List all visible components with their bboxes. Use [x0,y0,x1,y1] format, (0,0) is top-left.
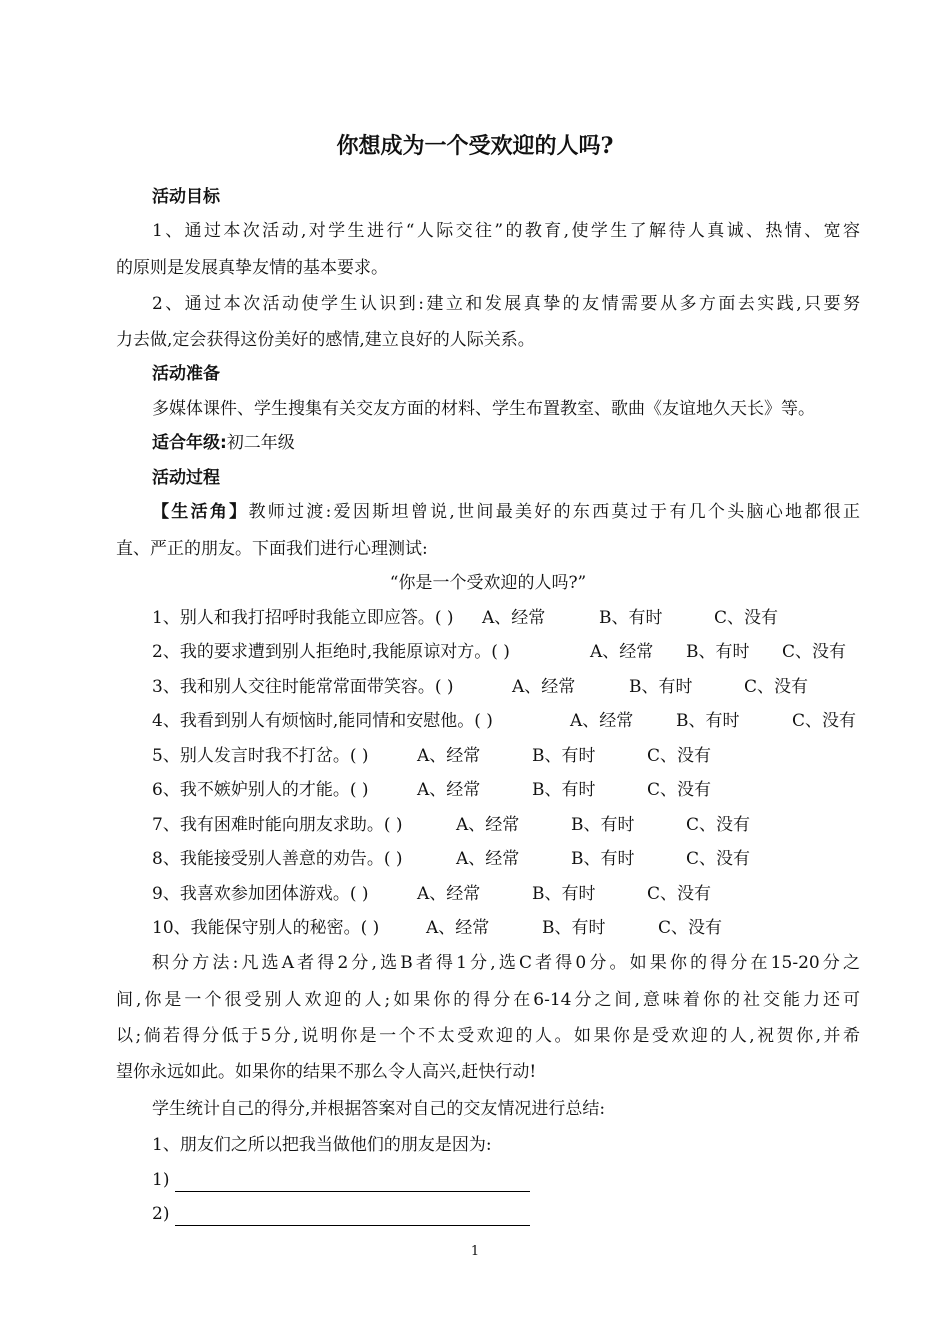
quiz-item [152,911,860,945]
quiz-item [152,635,860,669]
option-c: C、没有 [782,642,847,662]
quiz-question: 2、我的要求遭到别人拒绝时,我能原谅对方。( ) [152,642,510,662]
blank-line[interactable] [175,1169,530,1192]
quiz-question: 1、别人和我打招呼时我能立即应答。( ) [152,608,454,628]
quiz-question: 8、我能接受别人善意的劝告。( ) [152,849,403,869]
option-c: C、没有 [647,884,712,904]
quiz-question: 7、我有困难时能向朋友求助。( ) [152,815,403,835]
option-a: A、经常 [426,918,490,938]
grade-value: 初二年级 [226,433,295,453]
summary-question-1: 1、朋友们之所以把我当做他们的朋友是因为: [152,1135,492,1155]
prep-text: 多媒体课件、学生搜集有关交友方面的材料、学生布置教室、歌曲《友谊地久天长》等。 [152,399,815,419]
life-corner-line-2: 直、严正的朋友。下面我们进行心理测试: [116,539,428,559]
option-c: C、没有 [647,746,712,766]
goal-2-line-1: 2、通过本次活动使学生认识到:建立和发展真挚的友情需要从多方面去实践,只要努 [152,294,860,314]
quiz-item [152,704,860,738]
quiz-question: 4、我看到别人有烦恼时,能同情和安慰他。( ) [152,711,493,731]
option-c: C、没有 [658,918,723,938]
option-a: A、经常 [570,711,634,731]
goal-1-line-1: 1、通过本次活动,对学生进行“人际交往”的教育,使学生了解待人真诚、热情、宽容 [152,221,860,241]
option-a: A、经常 [417,884,481,904]
option-b: B、有时 [542,918,606,938]
option-a: A、经常 [417,746,481,766]
scoring-line-4: 望你永远如此。如果你的结果不那么令人高兴,赶快行动! [116,1062,537,1082]
prep-heading: 活动准备 [152,364,220,384]
grade-label: 适合年级: [152,433,227,453]
quiz-item [152,601,860,635]
option-a: A、经常 [512,677,576,697]
option-c: C、没有 [792,711,857,731]
quiz-question: 3、我和别人交往时能常常面带笑容。( ) [152,677,454,697]
option-b: B、有时 [599,608,663,628]
option-c: C、没有 [686,815,751,835]
life-corner-text: 教师过渡:爱因斯坦曾说,世间最美好的东西莫过于有几个头脑心地都很正 [248,502,860,522]
quiz-item [152,773,860,807]
option-b: B、有时 [629,677,693,697]
quiz-item [152,808,860,842]
process-heading: 活动过程 [152,468,220,488]
option-a: A、经常 [456,849,520,869]
goal-2-line-2: 力去做,定会获得这份美好的感情,建立良好的人际关系。 [116,330,535,350]
option-c: C、没有 [686,849,751,869]
option-c: C、没有 [744,677,809,697]
option-a: A、经常 [590,642,654,662]
scoring-line-2: 间,你是一个很受别人欢迎的人;如果你的得分在6-14分之间,意味着你的社交能力还可 [116,990,860,1010]
quiz-item [152,670,860,704]
option-b: B、有时 [571,815,635,835]
blank-line[interactable] [175,1203,530,1226]
blank-label: 2) [152,1204,170,1224]
page-title: 你想成为一个受欢迎的人吗? [336,133,614,159]
option-b: B、有时 [676,711,740,731]
goal-1-line-2: 的原则是发展真挚友情的基本要求。 [116,258,388,278]
option-a: A、经常 [417,780,481,800]
page-number: 1 [470,1244,480,1259]
quiz-question: 9、我喜欢参加团体游戏。( ) [152,884,369,904]
goal-heading: 活动目标 [152,187,220,207]
option-b: B、有时 [686,642,750,662]
scoring-line-3: 以;倘若得分低于5分,说明你是一个不太受欢迎的人。如果你是受欢迎的人,祝贺你,并希 [116,1026,860,1046]
option-a: A、经常 [482,608,546,628]
blank-label: 1) [152,1170,170,1190]
quiz-question: 10、我能保守别人的秘密。( ) [152,918,380,938]
summary-intro: 学生统计自己的得分,并根据答案对自己的交友情况进行总结: [152,1099,606,1119]
answer-blank-2[interactable] [152,1197,860,1231]
option-c: C、没有 [647,780,712,800]
quiz-title: “你是一个受欢迎的人吗?” [389,573,587,593]
scoring-line-1: 积分方法:凡选A者得2分,选B者得1分,选C者得0分。如果你的得分在15-20分之 [152,953,860,973]
option-a: A、经常 [456,815,520,835]
option-b: B、有时 [532,780,596,800]
life-corner-label: 【生活角】 [152,502,249,522]
option-b: B、有时 [532,884,596,904]
life-corner-line-1 [152,495,860,529]
quiz-item [152,739,860,773]
answer-blank-1[interactable] [152,1163,860,1197]
quiz-question: 6、我不嫉妒别人的才能。( ) [152,780,369,800]
grade-row [152,426,860,460]
option-b: B、有时 [571,849,635,869]
option-b: B、有时 [532,746,596,766]
quiz-question: 5、别人发言时我不打岔。( ) [152,746,369,766]
quiz-item [152,877,860,911]
quiz-item [152,842,860,876]
option-c: C、没有 [714,608,779,628]
